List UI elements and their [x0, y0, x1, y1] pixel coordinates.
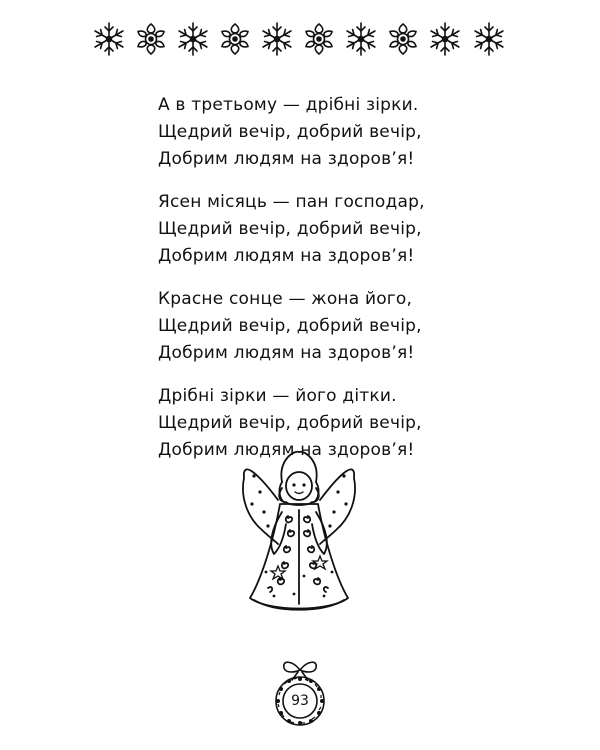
poem-line: Ясен місяць — пан господар, [158, 192, 425, 212]
snowflake-border [88, 18, 512, 60]
poem-line: Щедрий вечір, добрий вечір, [158, 316, 422, 336]
snowflake-icon [347, 23, 375, 55]
flower-snowflake-icon [390, 24, 416, 54]
poem-line: Добрим людям на здоров’я! [158, 246, 415, 266]
poem-line: Щедрий вечір, добрий вечір, [158, 413, 422, 433]
wreath-icon [262, 650, 338, 732]
snowflake-icon [179, 23, 207, 55]
poem-line: Щедрий вечір, добрий вечір, [158, 122, 422, 142]
stanza [158, 286, 478, 367]
poem-line: Щедрий вечір, добрий вечір, [158, 219, 422, 239]
poem-line: Красне сонце — жона його, [158, 289, 413, 309]
flower-snowflake-icon [138, 24, 164, 54]
poem-text [158, 92, 478, 480]
snowflake-icon [263, 23, 291, 55]
flower-snowflake-icon [306, 24, 332, 54]
page-number: 93 [291, 693, 309, 709]
poem-line: Дрібні зірки — його дітки. [158, 386, 397, 406]
stanza [158, 92, 478, 173]
snowflake-icon [475, 23, 503, 55]
snowflake-icon [431, 23, 459, 55]
snowflake-icon [95, 23, 123, 55]
poem-line: Добрим людям на здоров’я! [158, 440, 415, 460]
angel-icon [238, 448, 360, 618]
stanza [158, 189, 478, 270]
flower-snowflake-icon [222, 24, 248, 54]
page-number-badge [262, 650, 338, 732]
poem-line: Добрим людям на здоров’я! [158, 149, 415, 169]
poem-line: Добрим людям на здоров’я! [158, 343, 415, 363]
poem-line: А в третьому — дрібні зірки. [158, 95, 419, 115]
